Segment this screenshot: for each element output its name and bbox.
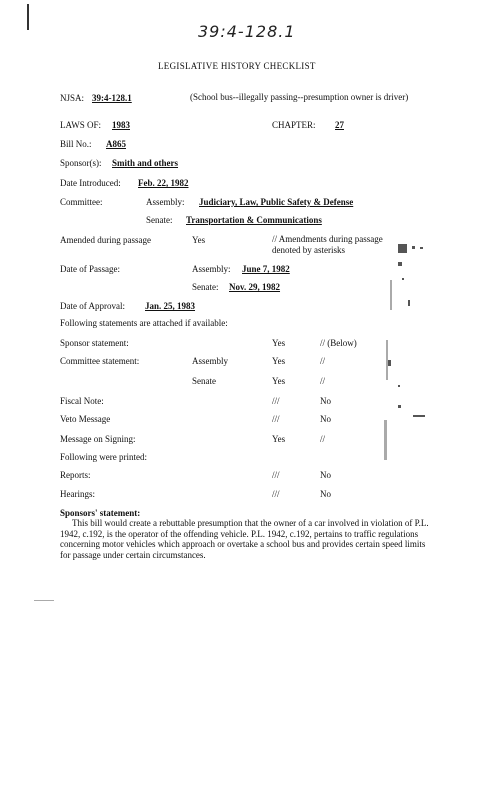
statement-mark: Yes [272, 376, 286, 386]
scan-mark-bottom-left [34, 600, 54, 601]
committee-senate-value: Transportation & Communications [186, 215, 322, 225]
printed-label: Reports: [60, 470, 91, 480]
statement-mark: Yes [272, 356, 286, 366]
printed-note: No [320, 489, 331, 499]
stamp-artifact [368, 240, 428, 470]
passage-assembly-value: June 7, 1982 [242, 264, 290, 274]
statement-note: // (Below) [320, 338, 357, 348]
statement-label: Sponsor statement: [60, 338, 129, 348]
committee-assembly-value: Judiciary, Law, Public Safety & Defense [199, 197, 354, 207]
statement-note: // [320, 356, 326, 366]
njsa-value: 39:4-128.1 [92, 93, 132, 103]
committee-label: Committee: [60, 197, 103, 207]
laws-of-label: LAWS OF: [60, 120, 102, 130]
amended-note: // Amendments during passage denoted by asterisks [272, 234, 383, 255]
printed-label: Hearings: [60, 489, 95, 499]
date-of-passage-label: Date of Passage: [60, 264, 120, 274]
scan-mark-top-left [27, 4, 29, 30]
passage-senate-label: Senate: [192, 282, 219, 292]
statement-label: Committee statement: [60, 356, 140, 366]
page-title: LEGISLATIVE HISTORY CHECKLIST [158, 61, 316, 71]
date-of-approval-value: Jan. 25, 1983 [145, 301, 196, 311]
sponsors-statement-body: This bill would create a rebuttable presumption that the owner of a car involved in violation of P.L. 1942, c.192, is the operator of the offending vehicle. P.L. 1942, c.192, pertains to traffic regulations concerning motor vehicles which approach or overtake a school bus and provides certain speed limits for passage under certain circumstances. [60, 518, 429, 560]
handwritten-number: 39:4-128.1 [198, 22, 296, 41]
printed-mark: /// [272, 470, 280, 480]
attached-heading: Following statements are attached if available: [60, 318, 228, 328]
statement-sub: Assembly [192, 356, 228, 366]
njsa-label: NJSA: [60, 93, 85, 103]
statement-note: No [320, 414, 331, 424]
printed-mark: /// [272, 489, 280, 499]
amended-label: Amended during passage [60, 235, 151, 245]
passage-assembly-label: Assembly: [192, 264, 231, 274]
statement-label: Fiscal Note: [60, 396, 104, 406]
statement-mark: /// [272, 396, 280, 406]
bill-no-label: Bill No.: [60, 139, 92, 149]
printed-note: No [320, 470, 331, 480]
amended-value: Yes [192, 235, 206, 245]
sponsors-statement-heading: Sponsors' statement: [60, 508, 141, 518]
statement-note: // [320, 434, 326, 444]
committee-senate-label: Senate: [146, 215, 173, 225]
passage-senate-value: Nov. 29, 1982 [229, 282, 281, 292]
chapter-value: 27 [335, 120, 344, 130]
njsa-description: (School bus--illegally passing--presumption owner is driver) [190, 92, 409, 102]
statement-mark: Yes [272, 338, 286, 348]
date-of-approval-label: Date of Approval: [60, 301, 125, 311]
sponsors-value: Smith and others [112, 158, 179, 168]
sponsors-label: Sponsor(s): [60, 158, 102, 168]
date-introduced-label: Date Introduced: [60, 178, 121, 188]
date-introduced-value: Feb. 22, 1982 [138, 178, 189, 188]
statement-label: Veto Message [60, 414, 111, 424]
bill-no-value: A865 [106, 139, 126, 149]
statement-mark: /// [272, 414, 280, 424]
statement-sub: Senate [192, 376, 216, 386]
statement-note: // [320, 376, 326, 386]
chapter-label: CHAPTER: [272, 120, 316, 130]
statement-label: Message on Signing: [60, 434, 136, 444]
statement-mark: Yes [272, 434, 286, 444]
laws-of-value: 1983 [112, 120, 130, 130]
committee-assembly-label: Assembly: [146, 197, 185, 207]
printed-heading: Following were printed: [60, 452, 147, 462]
statement-note: No [320, 396, 331, 406]
